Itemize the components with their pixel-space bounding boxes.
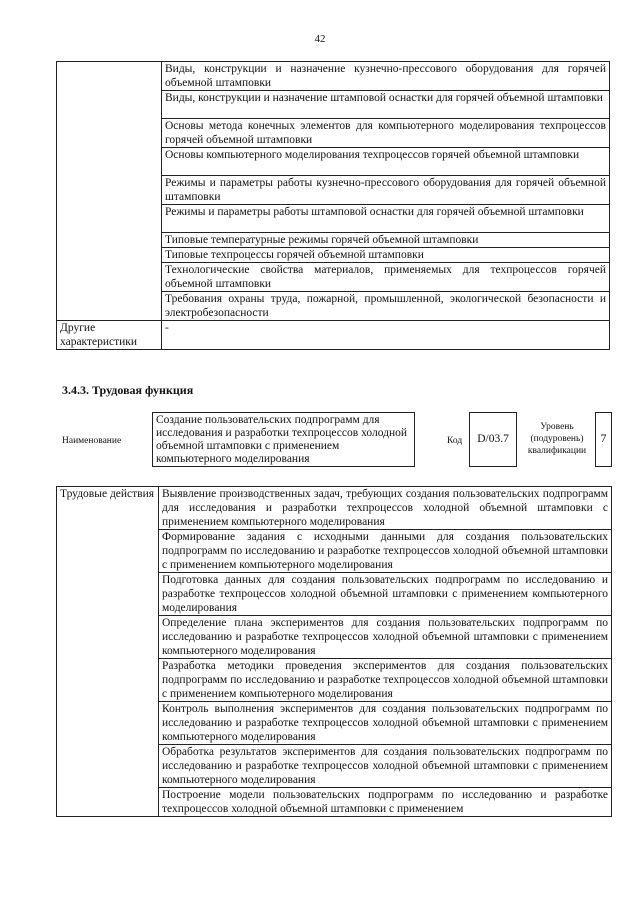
labor-action-item: Контроль выполнения экспериментов для создания пользовательских подпрограмм по исследованию и разработке техпроцессов холодной объемной штамповки с применением компьютерного моделирования: [159, 702, 612, 745]
knowledge-item: Основы компьютерного моделирования техпроцессов горячей объемной штамповки: [162, 148, 610, 176]
labor-action-item: Подготовка данных для создания пользовательских подпрограмм по исследованию и разработке техпроцессов холодной объемной штамповки с применением компьютерного моделирования: [159, 573, 612, 616]
section-heading: 3.4.3. Трудовая функция: [62, 383, 194, 397]
labor-action-item: Обработка результатов экспериментов для создания пользовательских подпрограмм по исследованию и разработке техпроцессов холодной объемной штамповки с применением компьютерного моделирования: [159, 745, 612, 788]
labor-action-item: Формирование задания с исходными данными для создания пользовательских подпрограмм по исследованию и разработке техпроцессов холодной объемной штамповки с применением компьютерного моделирования: [159, 530, 612, 573]
knowledge-item: Типовые техпроцессы горячей объемной штамповки: [162, 248, 610, 263]
other-characteristics-label: Другие характеристики: [57, 321, 162, 350]
other-characteristics-value: -: [162, 321, 610, 350]
labor-actions-label: Трудовые действия: [57, 487, 159, 817]
knowledge-item: Режимы и параметры работы кузнечно-прессового оборудования для горячей объемной штамповки: [162, 176, 610, 205]
labor-action-item: Выявление производственных задач, требующих создания пользовательских подпрограмм для исследования и разработки техпроцессов холодной объемной штамповки с применением компьютерного моделирования: [159, 487, 612, 530]
knowledge-item: Типовые температурные режимы горячей объемной штамповки: [162, 233, 610, 248]
labor-action-item: Построение модели пользовательских подпрограмм по исследованию и разработке техпроцессов холодной объемной штамповки с применением: [159, 788, 612, 817]
labor-actions-table: [56, 486, 612, 817]
function-name-value: Создание пользовательских подпрограмм для исследования и разработки техпроцессов холодной объемной штамповки с применением компьютерного моделирования: [152, 412, 415, 467]
qualification-level-value: 7: [595, 412, 612, 467]
labor-action-item: Разработка методики проведения экспериментов для создания пользовательских подпрограмм по исследованию и разработке техпроцессов холодной объемной штамповки с применением компьютерного моделирования: [159, 659, 612, 702]
qualification-level-label: Уровень (подуровень) квалификации: [527, 422, 587, 456]
knowledge-item: Основы метода конечных элементов для компьютерного моделирования техпроцессов горячей объемной штамповки: [162, 119, 610, 148]
knowledge-item: Виды, конструкции и назначение кузнечно-прессового оборудования для горячей объемной штамповки: [162, 62, 610, 91]
function-code-label: Код: [447, 436, 463, 446]
knowledge-label-cell: [57, 62, 162, 321]
page-number: 42: [314, 33, 326, 45]
function-name-label: Наименование: [62, 436, 122, 446]
knowledge-item: Требования охраны труда, пожарной, промышленной, экологической безопасности и электробезопасности: [162, 292, 610, 321]
knowledge-item: Виды, конструкции и назначение штамповой оснастки для горячей объемной штамповки: [162, 91, 610, 119]
function-code-value: D/03.7: [469, 412, 517, 467]
knowledge-item: Режимы и параметры работы штамповой оснастки для горячей объемной штамповки: [162, 205, 610, 233]
labor-action-item: Определение плана экспериментов для создания пользовательских подпрограмм по исследованию и разработке техпроцессов холодной объемной штамповки с применением компьютерного моделирования: [159, 616, 612, 659]
knowledge-table: [56, 61, 610, 350]
knowledge-item: Технологические свойства материалов, применяемых для техпроцессов горячей объемной штамповки: [162, 263, 610, 292]
